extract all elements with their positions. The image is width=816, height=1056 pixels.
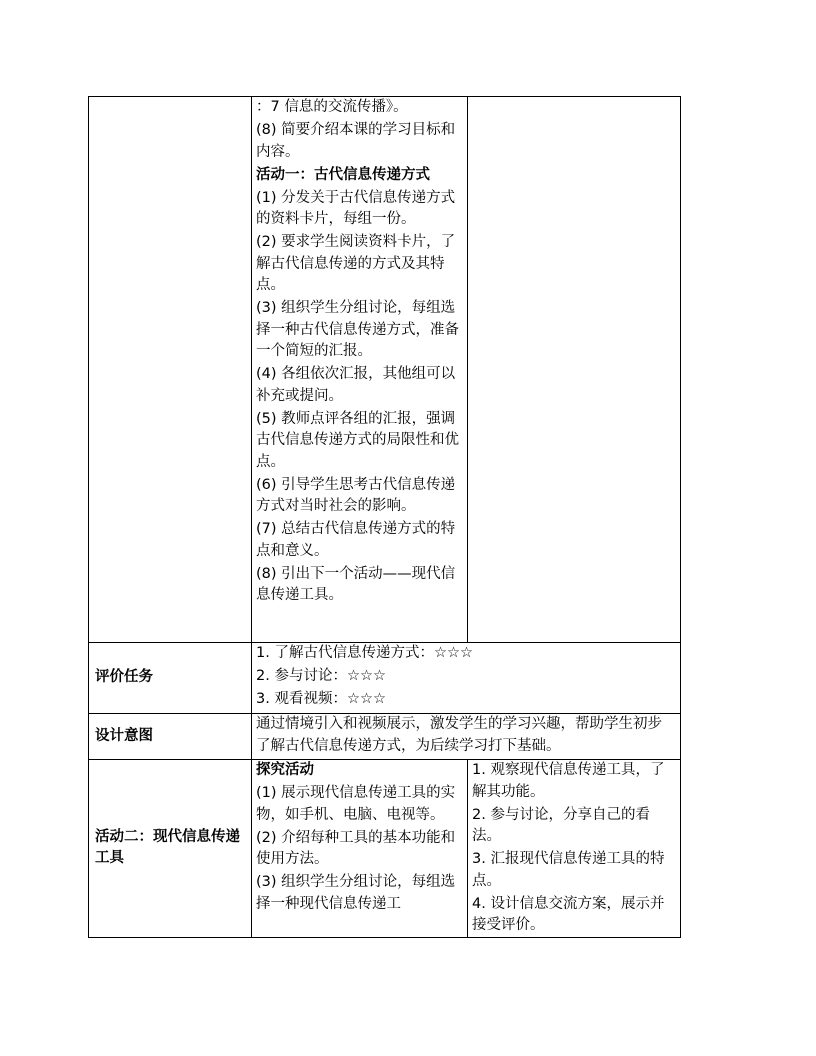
activity2-step: (3) 组织学生分组讨论，每组选择一种现代信息传递工 (256, 874, 456, 912)
student-activity-cell (468, 97, 681, 643)
teacher-activity-cell (252, 97, 468, 643)
design-label: 设计意图 (89, 714, 252, 760)
activity2-step: (1) 展示现代信息传递工具的实物，如手机、电脑、电视等。 (256, 785, 456, 823)
activity1-step: (4) 各组依次汇报，其他组可以补充或提问。 (256, 366, 456, 404)
lesson-plan-table (88, 96, 681, 938)
evaluation-item: 3. 观看视频：☆☆☆ (256, 691, 386, 707)
evaluation-label: 评价任务 (89, 643, 252, 714)
activity1-step: (3) 组织学生分组讨论，每组选择一种古代信息传递方式，准备一个简短的汇报。 (256, 300, 459, 359)
activity1-row (89, 97, 681, 643)
empty-label-cell (89, 97, 252, 643)
activity1-step: (2) 要求学生阅读资料卡片，了解古代信息传递的方式及其特点。 (256, 234, 456, 293)
activity1-title: 活动一：古代信息传递方式 (256, 166, 430, 183)
intro-line: ：7 信息的交流传播》。 (256, 99, 408, 115)
evaluation-content (252, 643, 681, 714)
evaluation-row (89, 643, 681, 714)
activity1-step: (6) 引导学生思考古代信息传递方式对当时社会的影响。 (256, 476, 456, 514)
student-step: 1. 观察现代信息传递工具，了解其功能。 (472, 762, 665, 800)
activity2-row (89, 760, 681, 938)
explore-title: 探究活动 (256, 762, 314, 778)
activity2-step: (2) 介绍每种工具的基本功能和使用方法。 (256, 829, 456, 867)
activity2-label: 活动二：现代信息传递工具 (89, 760, 252, 938)
design-content (252, 714, 681, 760)
activity2-student-cell (468, 760, 681, 938)
evaluation-item: 1. 了解古代信息传递方式：☆☆☆ (256, 645, 473, 661)
student-step: 3. 汇报现代信息传递工具的特点。 (472, 851, 665, 889)
activity1-step: (1) 分发关于古代信息传递方式的资料卡片，每组一份。 (256, 189, 456, 227)
student-step: 4. 设计信息交流方案，展示并接受评价。 (472, 895, 665, 933)
activity1-step: (8) 引出下一个活动——现代信息传递工具。 (256, 565, 456, 603)
activity1-step: (5) 教师点评各组的汇报，强调古代信息传递方式的局限性和优点。 (256, 410, 459, 470)
student-step: 2. 参与讨论，分享自己的看法。 (472, 806, 650, 844)
intro-line: (8) 简要介绍本课的学习目标和内容。 (256, 122, 456, 160)
activity2-teacher-cell (252, 760, 468, 938)
activity1-step: (7) 总结古代信息传递方式的特点和意义。 (256, 521, 456, 559)
evaluation-item: 2. 参与讨论：☆☆☆ (256, 668, 386, 684)
design-row (89, 714, 681, 760)
design-text: 通过情境引入和视频展示，激发学生的学习兴趣，帮助学生初步了解古代信息传递方式，为后续学习打下基础。 (256, 716, 662, 754)
